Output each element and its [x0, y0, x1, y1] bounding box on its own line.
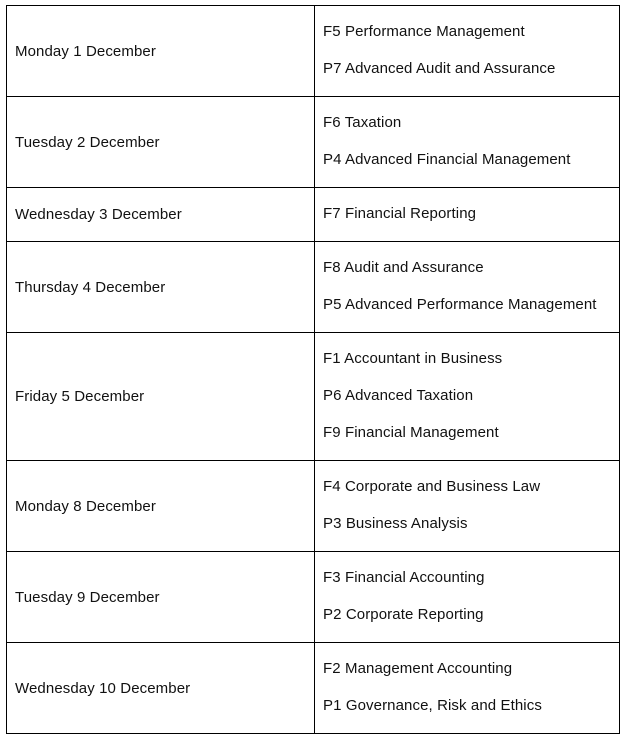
table-row [7, 6, 620, 97]
exam-cell [315, 333, 620, 461]
exam-cell [315, 188, 620, 242]
exam-item: F7 Financial Reporting [323, 205, 477, 222]
exam-item: F4 Corporate and Business Law [323, 478, 541, 495]
exam-schedule-table [6, 5, 620, 734]
exam-cell [315, 6, 620, 97]
date-cell: Tuesday 9 December [7, 552, 315, 643]
exam-item: P4 Advanced Financial Management [323, 151, 571, 168]
date-cell: Wednesday 3 December [7, 188, 315, 242]
table-row [7, 97, 620, 188]
exam-item: P5 Advanced Performance Management [323, 296, 597, 313]
exam-item: P1 Governance, Risk and Ethics [323, 697, 542, 714]
date-cell: Monday 8 December [7, 461, 315, 552]
date-cell: Tuesday 2 December [7, 97, 315, 188]
date-cell: Thursday 4 December [7, 242, 315, 333]
exam-item: P7 Advanced Audit and Assurance [323, 60, 556, 77]
table-row [7, 552, 620, 643]
exam-item: F1 Accountant in Business [323, 350, 503, 367]
exam-item: F9 Financial Management [323, 424, 499, 441]
table-row [7, 242, 620, 333]
exam-item: F6 Taxation [323, 114, 402, 131]
exam-item: F8 Audit and Assurance [323, 259, 484, 276]
exam-cell [315, 242, 620, 333]
table-row [7, 333, 620, 461]
exam-item: P3 Business Analysis [323, 515, 468, 532]
exam-schedule-body [7, 6, 620, 734]
date-cell: Wednesday 10 December [7, 643, 315, 734]
exam-cell [315, 97, 620, 188]
exam-cell [315, 643, 620, 734]
exam-item: F3 Financial Accounting [323, 569, 485, 586]
table-row [7, 188, 620, 242]
exam-item: F5 Performance Management [323, 23, 525, 40]
exam-item: P6 Advanced Taxation [323, 387, 474, 404]
date-cell: Monday 1 December [7, 6, 315, 97]
exam-item: P2 Corporate Reporting [323, 606, 484, 623]
date-cell: Friday 5 December [7, 333, 315, 461]
table-row [7, 643, 620, 734]
exam-cell [315, 461, 620, 552]
table-row [7, 461, 620, 552]
exam-item: F2 Management Accounting [323, 660, 513, 677]
exam-cell [315, 552, 620, 643]
